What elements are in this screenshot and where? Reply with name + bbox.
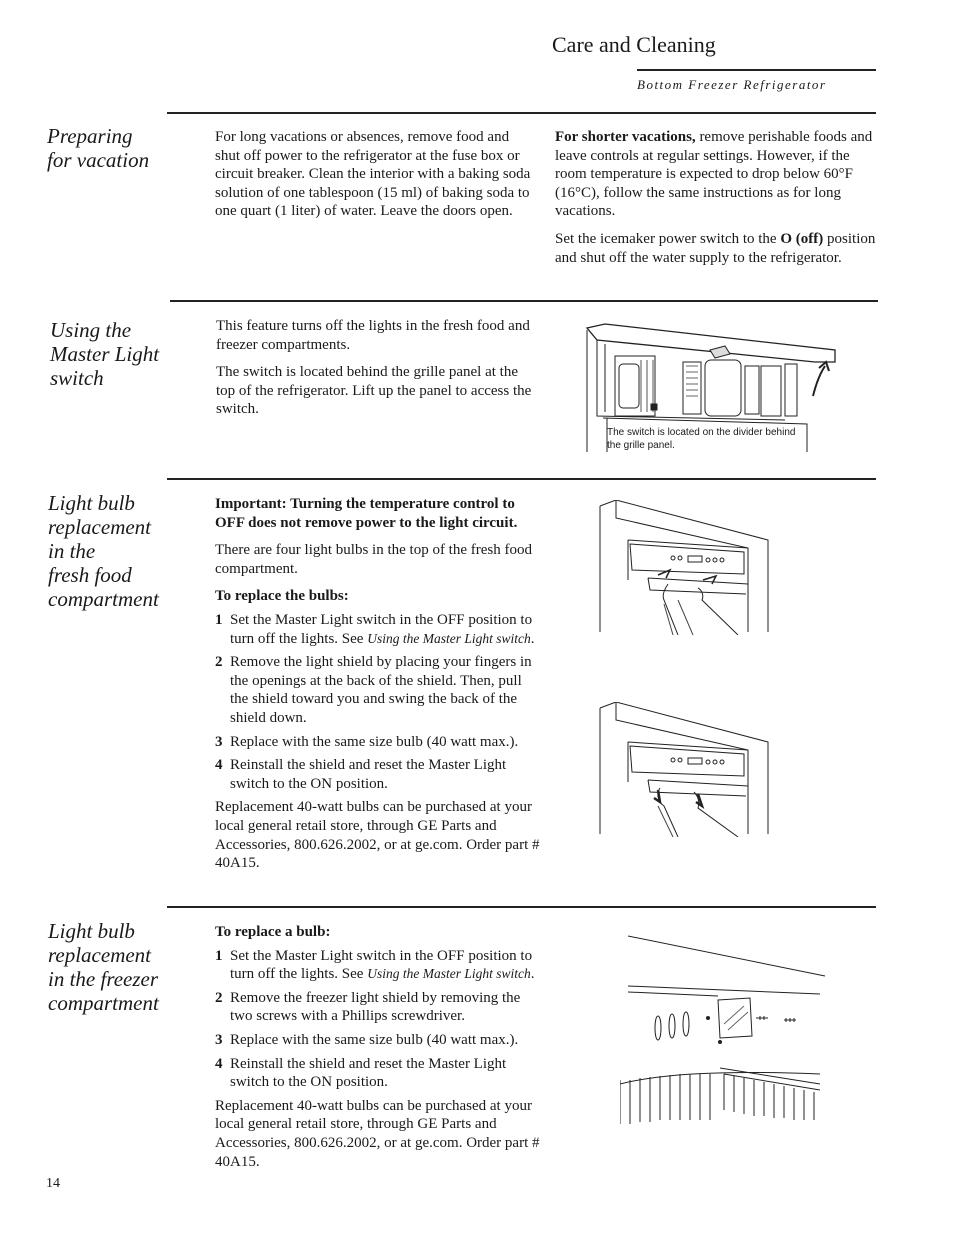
page-number: 14 <box>46 1176 60 1191</box>
freezer-light-illustration <box>620 934 830 1124</box>
page-subtitle: Bottom Freezer Refrigerator <box>637 77 827 92</box>
page-title: Care and Cleaning <box>552 32 716 57</box>
section-divider <box>167 112 876 114</box>
list-item: 4 Reinstall the shield and reset the Master Light switch to the ON position. <box>215 1055 507 1091</box>
list-item: 3 Replace with the same size bulb (40 watt max.). <box>215 733 519 750</box>
grille-caption: The switch is located on the divider behind the grille panel. <box>607 427 796 451</box>
list-item: 2 Remove the light shield by placing your fingers in the openings at the back of the shield. Then, pull the shield toward you and swing the back of the shield down. <box>215 654 532 726</box>
fresh-food-light-illustration-2 <box>598 702 788 837</box>
section-divider <box>167 906 876 908</box>
section-heading-vacation: Preparing for vacation <box>47 124 150 172</box>
header-rule <box>637 69 876 71</box>
freezer-text: To replace a bulb: 1 Set the Master Light switch in the OFF position to turn off the lights. See Using the Master Light switch. 2 Remove the freezer light shield by removing the two screws with a Phillips screwdriver. 3 Replace with the same size bulb (40 watt max.). 4 Reinstall the shield and reset the Master Light switch to the ON position. Replacement 40-watt bulbs can be purchased at your local general retail store, through GE Parts and Accessories, 800.626.2002, or at ge.com. Order part # 40A15. <box>215 924 540 1170</box>
list-item: 1 Set the Master Light switch in the OFF position to turn off the lights. See Using the Master Light switch. <box>215 611 535 647</box>
section-heading-fresh-food: Light bulb replacement in the fresh food compartment <box>48 491 159 611</box>
section-heading-freezer: Light bulb replacement in the freezer compartment <box>48 919 159 1015</box>
list-item: 4 Reinstall the shield and reset the Master Light switch to the ON position. <box>215 757 507 792</box>
section-heading-master-light: Using the Master Light switch <box>50 318 160 390</box>
list-item: 1 Set the Master Light switch in the OFF position to turn off the lights. See Using the Master Light switch. <box>215 947 535 983</box>
section-divider <box>170 300 878 302</box>
fresh-food-text: Important: Turning the temperature control to OFF does not remove power to the light circuit. There are four light bulbs in the top of the fresh food compartment. To replace the bulbs: 1 Set the Master Light switch in the OFF position to turn off the lights. See Using the Master Light switch. 2 Remove the light shield by placing your fingers in the openings at the back of the shield. Then, pull the shield toward you and swing the back of the shield down. 3 Replace with the same size bulb (40 watt max.). 4 Reinstall the shield and reset the Master Light switch to the ON position. Replacement 40-watt bulbs can be purchased at your local general retail store, through GE Parts and Accessories, 800.626.2002, or at ge.com. Order part # 40A15. <box>215 496 540 872</box>
list-item: 2 Remove the freezer light shield by removing the two screws with a Phillips screwdriver. <box>215 989 521 1025</box>
list-item: 3 Replace with the same size bulb (40 watt max.). <box>215 1031 519 1048</box>
vacation-long-text: For long vacations or absences, remove food and shut off power to the refrigerator at the fuse box or circuit breaker. Clean the interior with a baking soda solution of one tablespoon (15 ml) of baking soda to one quart (1 liter) of water. Leave the doors open. <box>215 129 531 220</box>
master-light-text: This feature turns off the lights in the fresh food and freezer compartments. The switch is located behind the grille panel at the top of the refrigerator. Lift up the panel to access the switch. <box>216 318 532 418</box>
vacation-short-text: For shorter vacations, remove perishable foods and leave controls at regular settings. However, if the room temperature is expected to drop below 60°F (16°C), follow the same instructions as for long vacations. Set the icemaker power switch to the O (off) position and shut off the water supply to the refrigerator. <box>555 129 876 266</box>
section-divider <box>167 478 876 480</box>
fresh-food-light-illustration-1 <box>598 500 788 635</box>
